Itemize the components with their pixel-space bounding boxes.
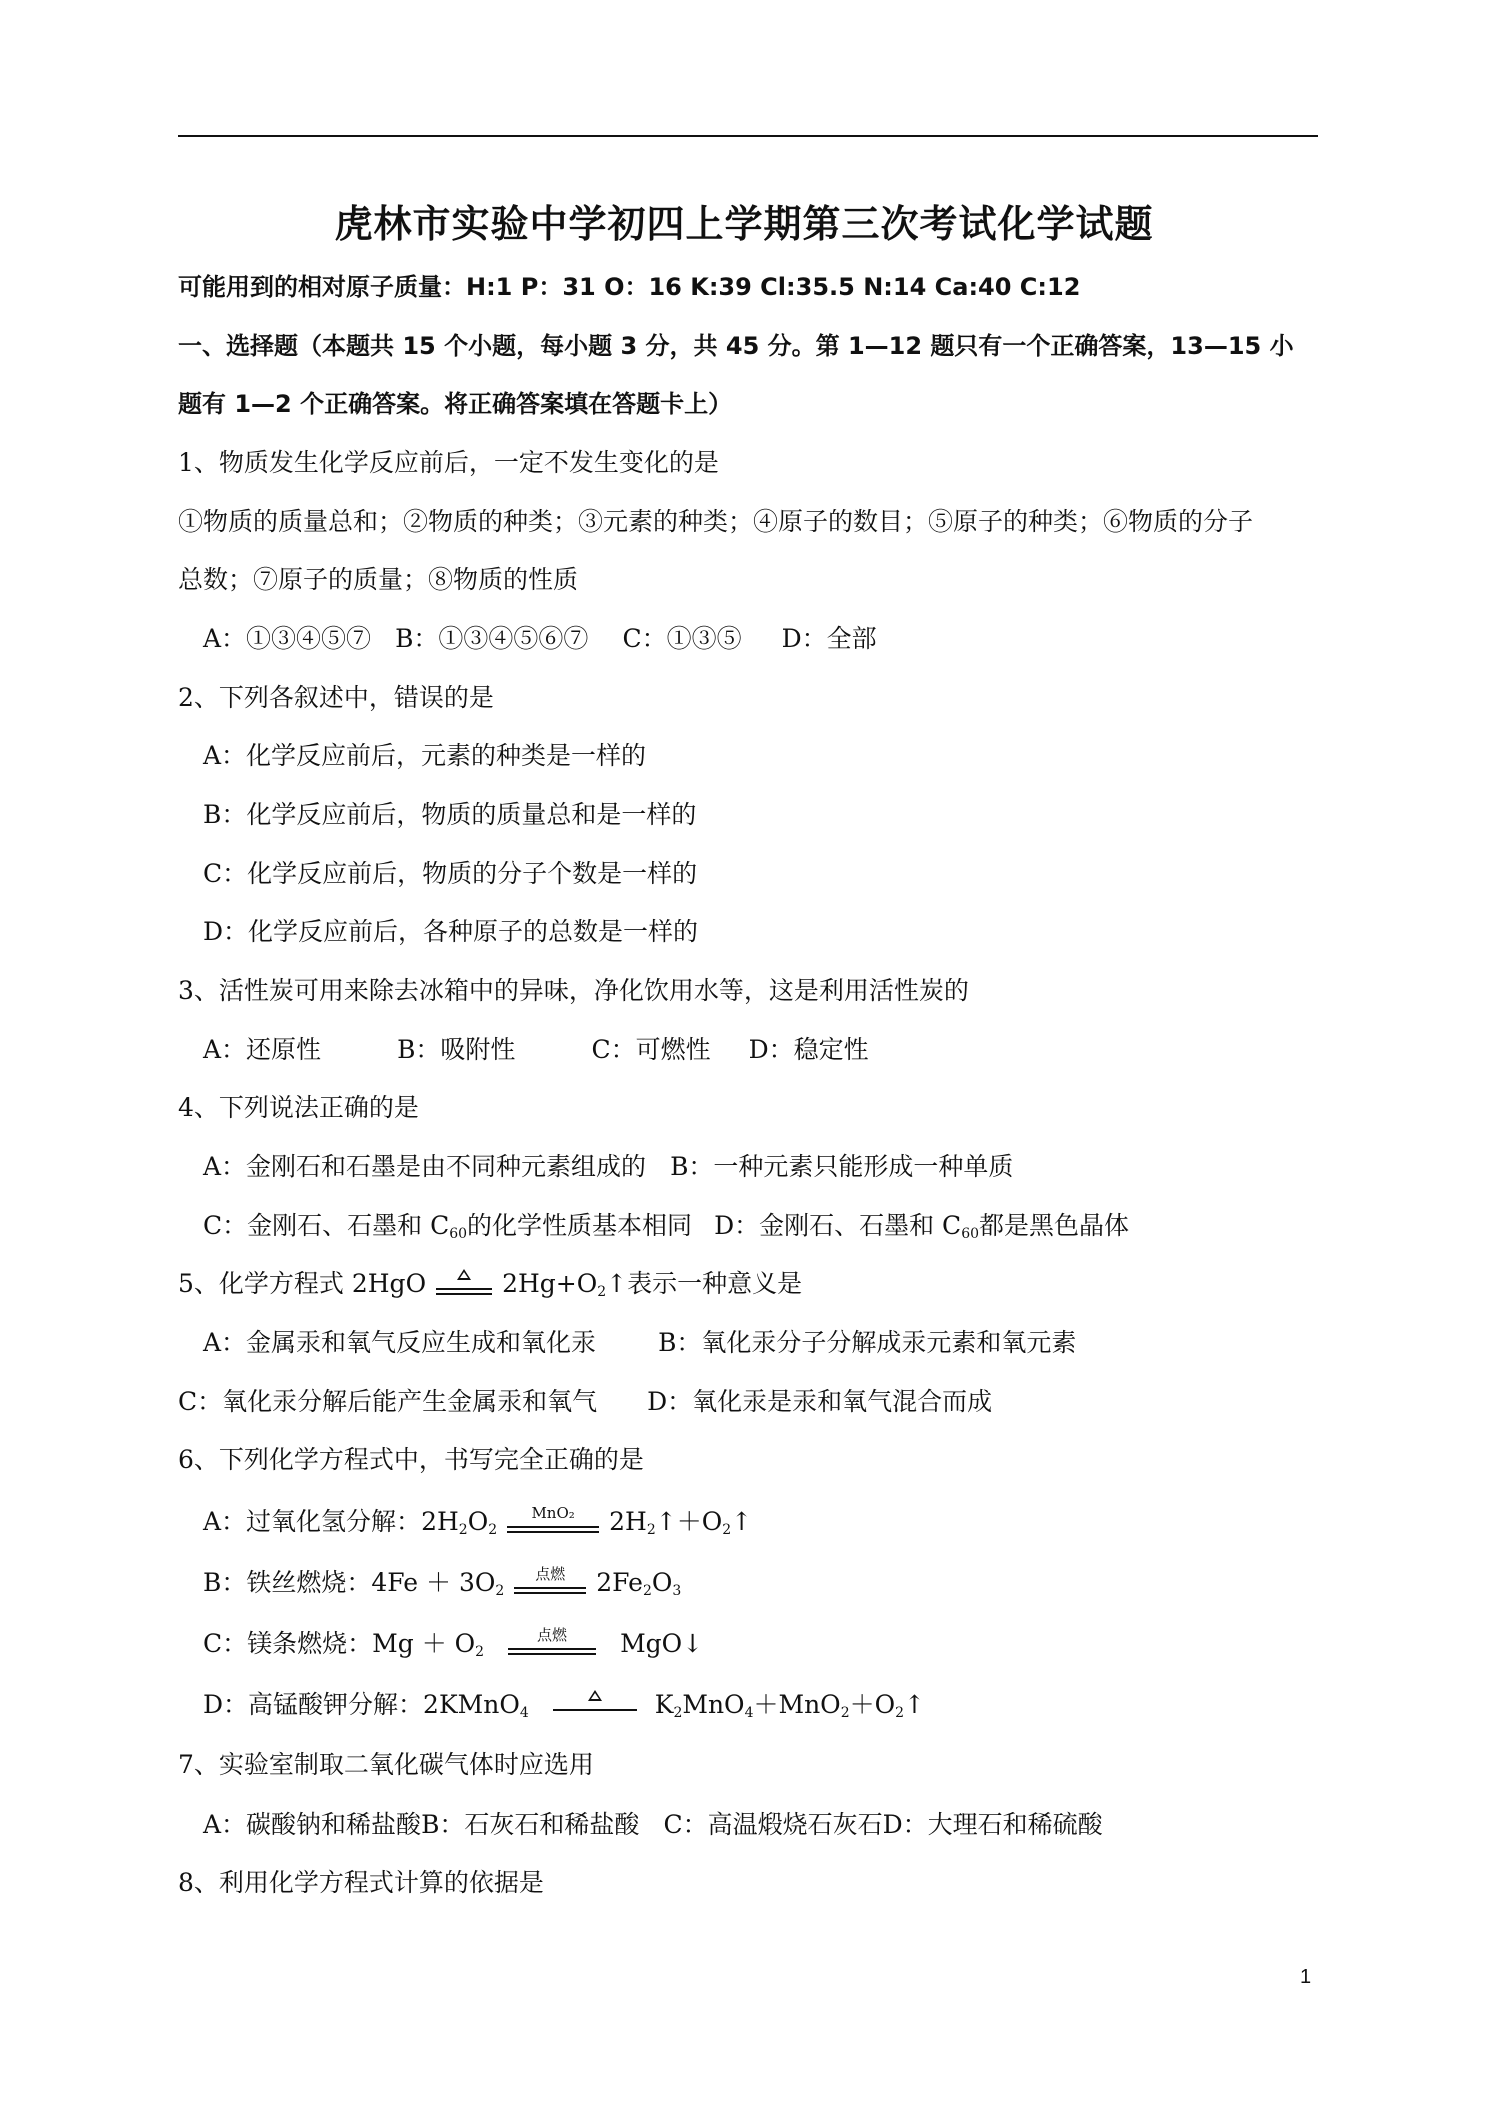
q1-items-line2: 总数；⑦原子的质量；⑧物质的性质: [178, 565, 579, 594]
q1-option-b: B：①③④⑤⑥⑦: [395, 624, 589, 653]
q1-stem: 1、物质发生化学反应前后，一定不发生变化的是: [178, 448, 719, 477]
q2-option-c: C：化学反应前后，物质的分子个数是一样的: [203, 859, 698, 888]
page-number: 1: [1300, 1966, 1312, 1988]
q4-option-d: D：金刚石、石墨和 $C_{60}$都是黑色晶体: [714, 1211, 1130, 1242]
section-heading-line1: 一、选择题（本题共 15 个小题，每小题 3 分，共 45 分。第 1—12 题只有一个正确答案，13—15 小: [178, 332, 1294, 360]
q7-stem: 7、实验室制取二氧化碳气体时应选用: [178, 1750, 594, 1779]
heat-condition-arrow: [432, 1271, 496, 1301]
q2-option-a: A：化学反应前后，元素的种类是一样的: [203, 741, 647, 770]
q8-stem: 8、利用化学方程式计算的依据是: [178, 1868, 544, 1897]
q3-option-c: C：可燃性: [591, 1035, 711, 1064]
q2-option-d: D：化学反应前后，各种原子的总数是一样的: [203, 917, 699, 946]
q4-option-a: A：金刚石和石墨是由不同种元素组成的: [203, 1152, 647, 1181]
heat-condition-arrow: [549, 1692, 641, 1722]
q6-option-b: B：铁丝燃烧：$4Fe + 3O_2$ 点燃 $2Fe_2O_3$: [203, 1564, 682, 1599]
ignite-condition-arrow: 点燃: [504, 1631, 600, 1661]
delta-icon: [457, 1269, 471, 1280]
q5-option-c: C：氧化汞分解后能产生金属汞和氧气: [178, 1387, 598, 1416]
q7-option-d: D：大理石和稀硫酸: [882, 1810, 1103, 1839]
q3-stem: 3、活性炭可用来除去冰箱中的异味，净化饮用水等，这是利用活性炭的: [178, 976, 969, 1005]
q1-options: [203, 622, 877, 656]
header-rule: [178, 135, 1318, 137]
page-title: 虎林市实验中学初四上学期第三次考试化学试题: [334, 202, 1154, 246]
q1-items-line1: ①物质的质量总和；②物质的种类；③元素的种类；④原子的数目；⑤原子的种类；⑥物质的分子: [178, 507, 1254, 536]
q7-option-c: C：高温煅烧石灰石: [663, 1810, 883, 1839]
q4-options-cd: [203, 1209, 1129, 1243]
atomic-mass-line: 可能用到的相对原子质量：H:1 P：31 O：16 K:39 Cl:35.5 N:14 Ca:40 C:12: [178, 273, 1081, 301]
q1-option-c: C：①③⑤: [622, 624, 742, 653]
q5-options-ab: [203, 1326, 1076, 1360]
q6-stem: 6、下列化学方程式中，书写完全正确的是: [178, 1445, 644, 1474]
q5-options-cd: [178, 1385, 992, 1419]
catalyst-condition-arrow: MnO₂: [503, 1509, 603, 1539]
q5-option-b: B：氧化汞分子分解成汞元素和氧元素: [658, 1328, 1077, 1357]
q6-option-d: D：高锰酸钾分解：2KMnO$_4$ $K_2MnO_4+MnO_2+O_2↑$: [203, 1690, 925, 1721]
section-heading-line2: 题有 1—2 个正确答案。将正确答案填在答题卡上）: [178, 390, 733, 418]
q1-option-d: D：全部: [781, 624, 877, 653]
q7-option-a: A：碳酸钠和稀盐酸: [203, 1810, 422, 1839]
q5-option-d: D：氧化汞是汞和氧气混合而成: [647, 1387, 993, 1416]
delta-icon: [588, 1690, 602, 1701]
ignite-condition-arrow: 点燃: [510, 1570, 590, 1600]
q4-option-b: B：一种元素只能形成一种单质: [670, 1152, 1014, 1181]
q4-option-c: C：金刚石、石墨和 $C_{60}$的化学性质基本相同: [203, 1211, 693, 1242]
q5-option-a: A：金属汞和氧气反应生成和氧化汞: [203, 1328, 597, 1357]
q3-option-a: A：还原性: [203, 1035, 322, 1064]
q6-option-a: A：过氧化氢分解：$2H_2O_2$ MnO₂ $2H_2↑+O_2↑$: [203, 1503, 753, 1538]
q6-option-c: C：镁条燃烧：$Mg + O_2$ 点燃 MgO↓: [203, 1625, 704, 1660]
q2-stem: 2、下列各叙述中，错误的是: [178, 683, 494, 712]
q2-option-b: B：化学反应前后，物质的质量总和是一样的: [203, 800, 697, 829]
q5-stem: 5、化学方程式 2HgO $2Hg+O_2↑$表示一种意义是: [178, 1269, 803, 1300]
q7-option-b: B：石灰石和稀盐酸: [421, 1810, 640, 1839]
q7-options: [203, 1808, 1103, 1842]
q3-options: [203, 1033, 869, 1067]
q3-option-b: B：吸附性: [397, 1035, 516, 1064]
q4-stem: 4、下列说法正确的是: [178, 1093, 419, 1122]
q3-option-d: D：稳定性: [748, 1035, 869, 1064]
q1-option-a: A：①③④⑤⑦: [203, 624, 372, 653]
q4-options-ab: [203, 1150, 1013, 1184]
